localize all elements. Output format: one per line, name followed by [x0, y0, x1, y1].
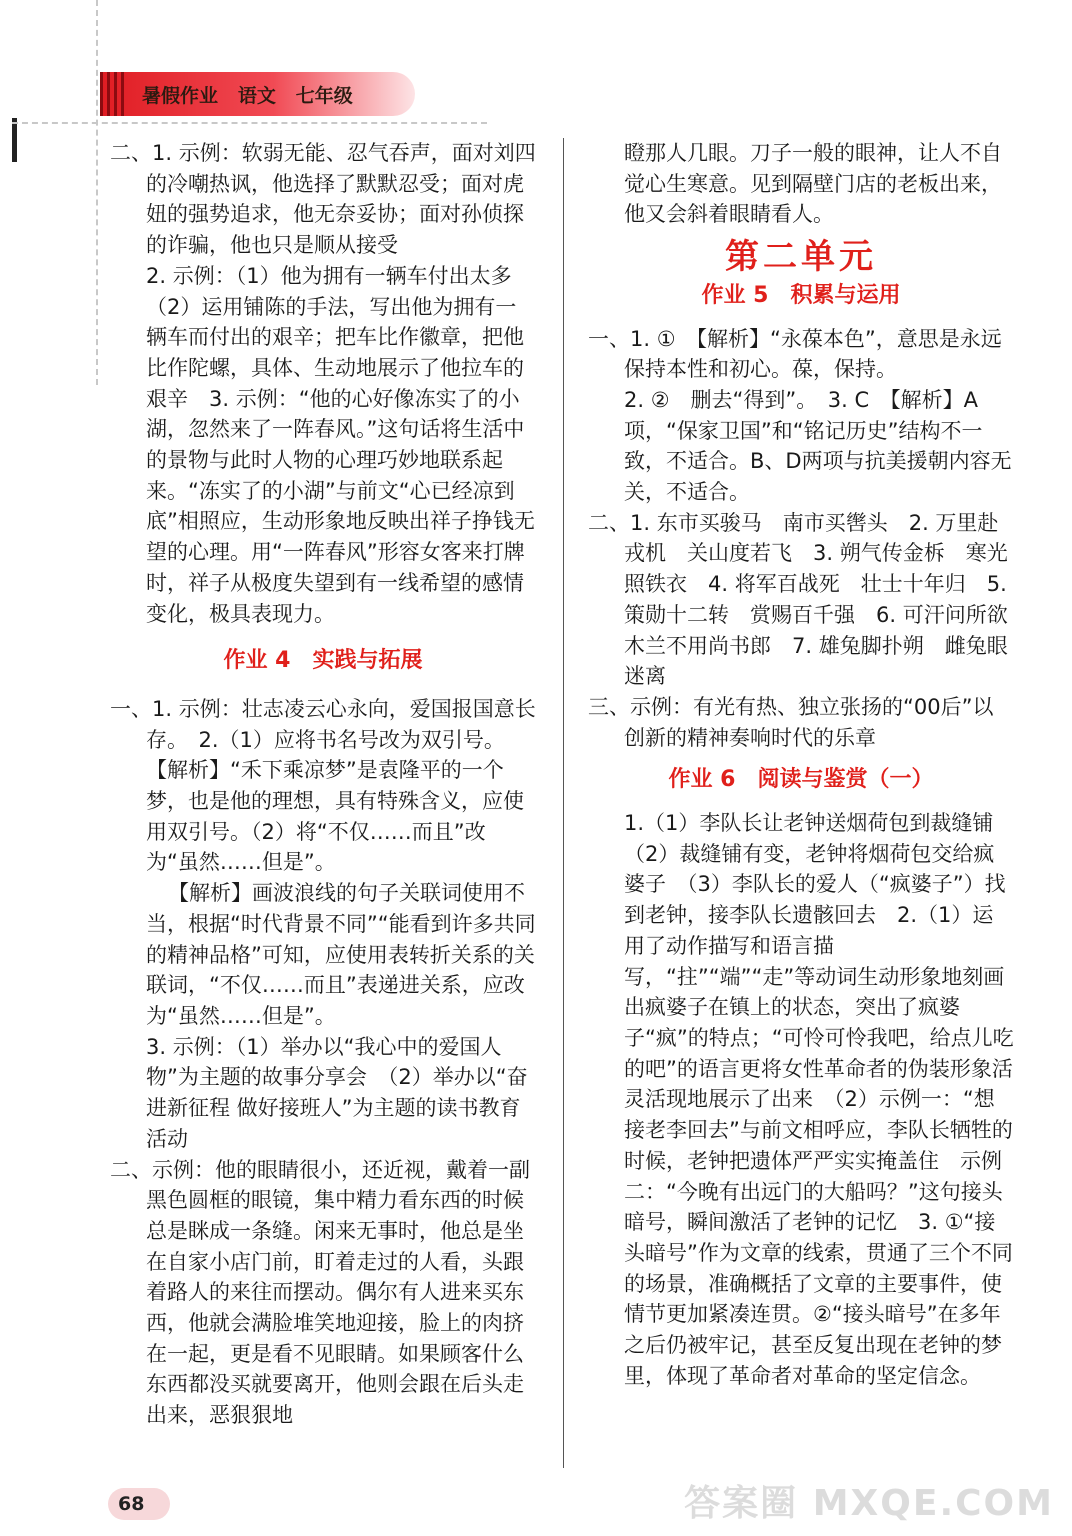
header-dashed-line [12, 122, 487, 124]
right-column [588, 138, 1029, 1391]
section-title: 作业 6 阅读与鉴赏（一） [668, 767, 934, 793]
answer-block: 2. 示例：（1）他为拥有一辆车付出太多 （2）运用铺陈的手法，写出他为拥有一辆车而付出的艰辛；把车比作徽章，把他比作陀螺，具体、生动地展示了他拉车的艰辛 3. 示例：“他的心好像冻实了的小湖，忽然来了一阵春风。”这句话将生活中的景物与此时人物的心理巧妙地联系起来。“冻实了的小湖”与前文“心已经凉到底”相照应，生动形象地反映出祥子挣钱无望的心理。用“一阵春风”形容女客来打牌时，祥子从极度失望到有一线希望的感情变化，极具表现力。 [146, 263, 535, 626]
answer-block: 【解析】画波浪线的句子关联词使用不当，根据“时代背景不同”“能看到许多共同的精神品格”可知，应使用表转折关系的关联词，“不仅……而且”表递进关系，应改为“虽然……但是”。 [146, 881, 536, 1028]
answer-block: 二、示例：他的眼睛很小，还近视，戴着一副黑色圆框的眼镜，集中精力看东西的时候总是眯成一条缝。闲来无事时，他总是坐在自家小店门前，盯着走过的人看，头跟着路人的来往而摆动。偶尔有人进来买东西，他就会满脸堆笑地迎接，脸上的肉挤在一起，更是看不见眼睛。如果顾客什么东西都没买就要离开，他则会跟在后头走出来，恶狠狠地 [110, 1157, 530, 1428]
answer-block: 2. ② 删去“得到”。 3. C 【解析】A项，“保家卫国”和“铭记历史”结构不一致，不适合。B、D两项与抗美援朝内容无关，不适合。 [624, 387, 1012, 505]
page-number: 68 [108, 1488, 170, 1520]
answer-block: 3. 示例：（1）举办以“我心中的爱国人物”为主题的故事分享会 （2）举办以“奋进新征程 做好接班人”为主题的读书教育活动 [146, 1034, 528, 1151]
unit-title: 第二单元 [725, 237, 877, 278]
answer-block: 瞪那人几眼。刀子一般的眼神，让人不自觉心生寒意。见到隔壁门店的老板出来，他又会斜着眼睛看人。 [624, 141, 1002, 227]
header-banner [100, 72, 415, 116]
watermark: 答案圈 MXQE.COM [684, 1483, 1054, 1524]
answer-block: 一、1. ① 【解析】“永葆本色”，意思是永远保持本性和初心。葆，保持。 [588, 326, 1002, 382]
margin-bar [12, 118, 17, 162]
answer-block: 三、示例：有光有热、独立张扬的“00后”以创新的精神奏响时代的乐章 [588, 694, 994, 750]
header-grade: 七年级 [295, 85, 353, 107]
left-column [110, 138, 536, 1431]
section-title: 作业 4 实践与拓展 [223, 648, 423, 674]
banner-stripes [100, 72, 130, 116]
margin-dashed-line [96, 0, 98, 385]
header-subject: 语文 [237, 85, 276, 107]
answer-block: 1.（1）李队长让老钟送烟荷包到裁缝铺 （2）裁缝铺有变，老钟将烟荷包交给疯婆子 （3）李队长的爱人（“疯婆子”）找到老钟，接李队长遗骸回去 2.（1）运用了动作描写和语言描写，“拄”“端”“走”等动词生动形象地刻画出疯婆子在镇上的状态，突出了疯婆子“疯”的特点；“可怜可怜我吧，给点儿吃的吧”的语言更将女性革命者的伪装形象活灵活现地展示了出来 （2）示例一：“想接老李回去”与前文相呼应，李队长牺牲的时候，老钟把遗体严严实实掩盖住 示例二：“今晚有出远门的大船吗？”这句接头暗号，瞬间激活了老钟的记忆 3. ①“接头暗号”作为文章的线索，贯通了三个不同的场景，准确概括了文章的主要事件，使情节更加紧凑连贯。②“接头暗号”在多年之后仍被牢记，甚至反复出现在老钟的梦里，体现了革命者对革命的坚定信念。 [624, 811, 1015, 1388]
banner-text [142, 81, 353, 108]
answer-block: 一、1. 示例：壮志凌云心永向，爱国报国意长存。 2.（1）应将书名号改为双引号。 【解析】“禾下乘凉梦”是袁隆平的一个梦，也是他的理想，具有特殊含义，应使用双引号。（2）将“不仅……而且”改为“虽然……但是”。 [110, 696, 536, 875]
answer-block: 二、1. 东市买骏马 南市买辔头 2. 万里赴戎机 关山度若飞 3. 朔气传金柝 寒光照铁衣 4. 将军百战死 壮士十年归 5. 策勋十二转 赏赐百千强 6. 可汗问所欲 木兰不用尚书郎 7. 雄兔脚扑朔 雌兔眼迷离 [588, 510, 1029, 689]
header-series: 暑假作业 [142, 85, 219, 107]
column-separator [563, 138, 564, 1468]
answer-block: 二、1. 示例：软弱无能、忍气吞声，面对刘四的冷嘲热讽，他选择了默默忍受；面对虎妞的强势追求，他无奈妥协；面对孙侦探的诈骗，他也只是顺从接受 [110, 141, 536, 258]
section-title: 作业 5 积累与运用 [701, 282, 901, 308]
